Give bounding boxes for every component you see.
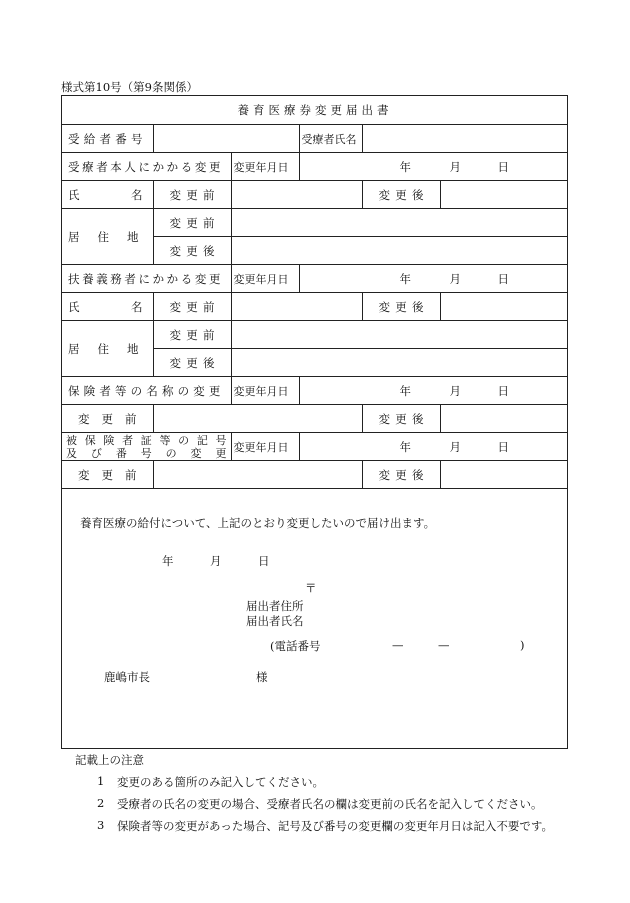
insurer-before-field[interactable] xyxy=(153,405,362,433)
insurance-card-change-label: 被 保 険 者 証 等 の 記 号 及 び 番 号 の 変 更 xyxy=(62,433,231,461)
change-date-label: 変更年月日 xyxy=(231,153,299,181)
change-notification-form xyxy=(61,95,568,749)
patient-name-change-row xyxy=(62,181,568,209)
insurer-change-date-field[interactable]: 年 月 日 xyxy=(299,377,568,405)
change-date-label: 変更年月日 xyxy=(231,433,299,461)
phone-close-label: ) xyxy=(520,638,525,652)
change-date-label: 変更年月日 xyxy=(231,377,299,405)
guardian-name-change-row xyxy=(62,293,568,321)
form-title: 養育医療券変更届出書 xyxy=(62,96,568,125)
insurer-after-field[interactable] xyxy=(440,405,568,433)
after-label: 変 更 後 xyxy=(362,181,440,209)
name-label: 氏 名 xyxy=(62,181,153,209)
phone-dash-1: — xyxy=(392,638,404,652)
form-number: 様式第10号（第9条関係） xyxy=(61,80,198,94)
applicant-address-label: 届出者住所 xyxy=(246,599,304,613)
patient-change-label: 受 療 者 本 人 に か か る 変 更 xyxy=(62,153,231,181)
guardian-address-before-row xyxy=(62,321,568,349)
before-label: 変 更 前 xyxy=(62,461,153,489)
insurer-value-row xyxy=(62,405,568,433)
title-row xyxy=(62,96,568,125)
guardian-change-label: 扶 養 義 務 者 に か か る 変 更 xyxy=(62,265,231,293)
after-label: 変 更 後 xyxy=(362,405,440,433)
guardian-change-row xyxy=(62,265,568,293)
note-item: 1 変更のある箇所のみ記入してください。 xyxy=(97,774,324,789)
insurer-change-row xyxy=(62,377,568,405)
date-year-label: 年 xyxy=(162,554,174,568)
patient-change-row xyxy=(62,153,568,181)
address-label: 居 住 地 xyxy=(62,209,153,265)
after-label: 変 更 後 xyxy=(362,461,440,489)
note-item: 2 受療者の氏名の変更の場合、受療者氏名の欄は変更前の氏名を記入してください。 xyxy=(97,796,543,811)
insurer-change-label: 保 険 者 等 の 名 称 の 変 更 xyxy=(62,377,231,405)
notes-section xyxy=(61,752,553,840)
after-label: 変 更 後 xyxy=(153,237,231,265)
before-label: 変 更 前 xyxy=(153,209,231,237)
patient-name-before-field[interactable] xyxy=(231,181,362,209)
phone-dash-2: — xyxy=(438,638,450,652)
name-label: 氏 名 xyxy=(62,293,153,321)
addressee-label: 鹿嶋市長 xyxy=(104,670,150,684)
patient-address-before-field[interactable] xyxy=(231,209,568,237)
guardian-change-date-field[interactable]: 年 月 日 xyxy=(299,265,568,293)
patient-name-field[interactable] xyxy=(362,125,568,153)
patient-address-before-row xyxy=(62,209,568,237)
honorific-label: 様 xyxy=(256,670,268,684)
insurance-card-after-field[interactable] xyxy=(440,461,568,489)
phone-open-label: (電話番号 xyxy=(270,639,321,653)
patient-name-label: 受療者氏名 xyxy=(299,125,362,153)
guardian-name-before-field[interactable] xyxy=(231,293,362,321)
before-label: 変 更 前 xyxy=(62,405,153,433)
guardian-address-before-field[interactable] xyxy=(231,321,568,349)
notes-title: 記載上の注意 xyxy=(75,753,144,767)
recipient-number-label: 受 給 者 番 号 xyxy=(62,125,153,153)
insurance-card-value-row xyxy=(62,461,568,489)
recipient-number-field[interactable] xyxy=(153,125,299,153)
applicant-name-label: 届出者氏名 xyxy=(246,614,304,628)
guardian-address-after-field[interactable] xyxy=(231,349,568,377)
address-label: 居 住 地 xyxy=(62,321,153,377)
date-month-label: 月 xyxy=(210,554,222,568)
declaration-statement: 養育医療の給付について、上記のとおり変更したいので届け出ます。 xyxy=(80,516,436,530)
before-label: 変 更 前 xyxy=(153,181,231,209)
after-label: 変 更 後 xyxy=(362,293,440,321)
declaration-area xyxy=(62,499,567,749)
patient-change-date-field[interactable]: 年 月 日 xyxy=(299,153,568,181)
after-label: 変 更 後 xyxy=(153,349,231,377)
recipient-row xyxy=(62,125,568,153)
insurance-card-change-row xyxy=(62,433,568,461)
postal-mark: 〒 xyxy=(305,581,317,595)
insurance-card-change-date-field[interactable]: 年 月 日 xyxy=(299,433,568,461)
note-item: 3 保険者等の変更があった場合、記号及び番号の変更欄の変更年月日は記入不要です。 xyxy=(97,818,553,833)
change-date-label: 変更年月日 xyxy=(231,265,299,293)
before-label: 変 更 前 xyxy=(153,321,231,349)
patient-name-after-field[interactable] xyxy=(440,181,568,209)
before-label: 変 更 前 xyxy=(153,293,231,321)
guardian-name-after-field[interactable] xyxy=(440,293,568,321)
date-day-label: 日 xyxy=(258,554,270,568)
form-table xyxy=(62,96,568,489)
insurance-card-before-field[interactable] xyxy=(153,461,362,489)
patient-address-after-field[interactable] xyxy=(231,237,568,265)
